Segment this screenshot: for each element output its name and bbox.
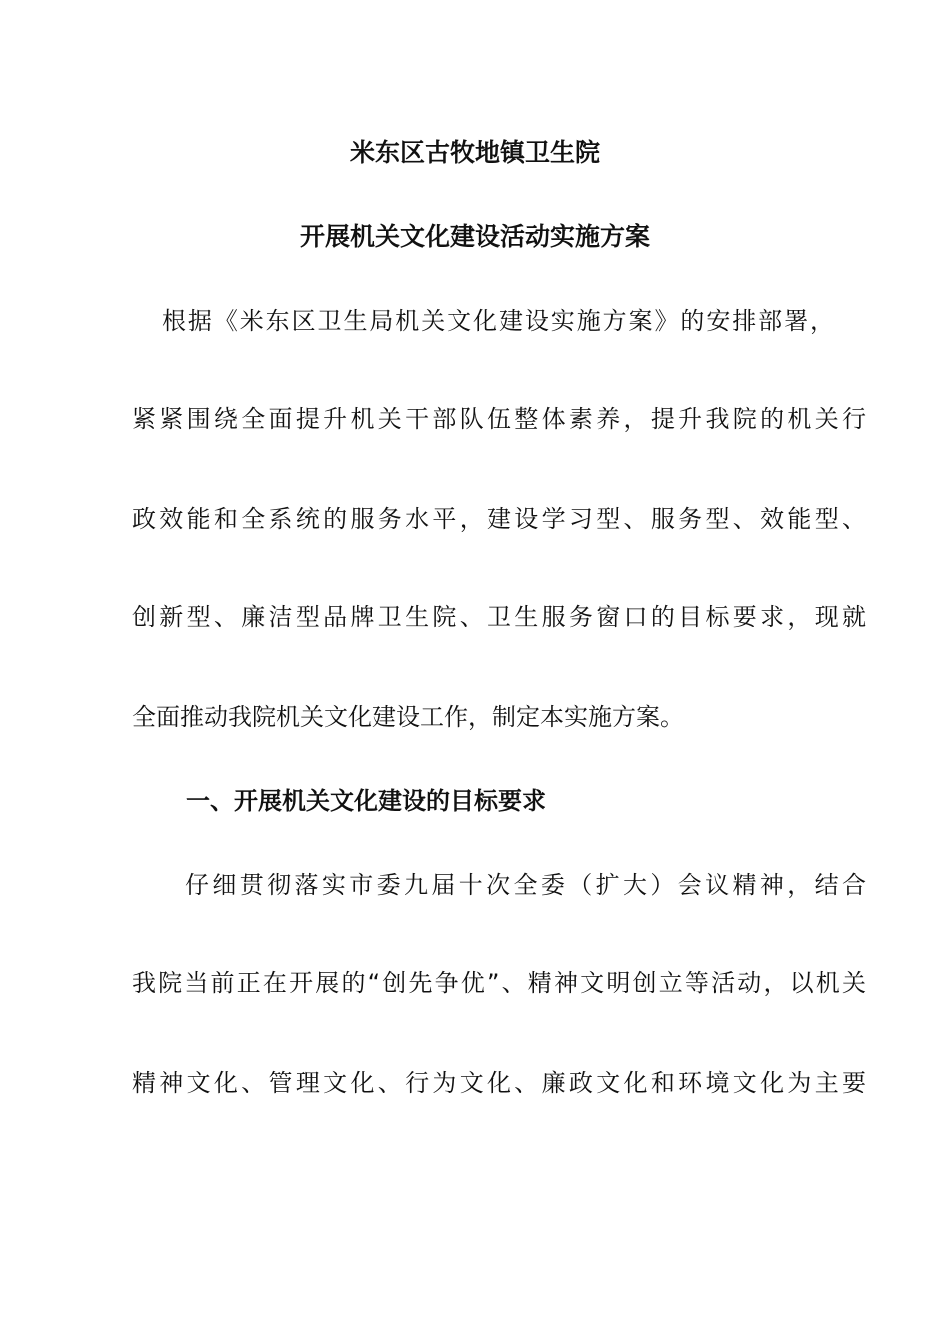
paragraph2-line3: 精神文化、管理文化、行为文化、廉政文化和环境文化为主要 [132, 1069, 866, 1097]
paragraph1-line2: 紧紧围绕全面提升机关干部队伍整体素养，提升我院的机关行 [132, 405, 866, 433]
document-title-plan: 开展机关文化建设活动实施方案 [299, 222, 650, 251]
paragraph2-line2: 我院当前正在开展的“创先争优”、精神文明创立等活动，以机关 [132, 969, 866, 997]
section1-heading: 一、开展机关文化建设的目标要求 [186, 787, 546, 815]
paragraph1-line1: 根据《米东区卫生局机关文化建设实施方案》的安排部署， [162, 307, 834, 335]
paragraph2-line1: 仔细贯彻落实市委九届十次全委（扩大）会议精神，结合 [185, 871, 866, 899]
paragraph1-line3: 政效能和全系统的服务水平，建设学习型、服务型、效能型、 [132, 505, 866, 533]
paragraph1-line4: 创新型、廉洁型品牌卫生院、卫生服务窗口的目标要求，现就 [132, 603, 866, 631]
paragraph1-line5: 全面推动我院机关文化建设工作，制定本实施方案。 [132, 703, 684, 731]
document-title-organization: 米东区古牧地镇卫生院 [349, 138, 600, 167]
